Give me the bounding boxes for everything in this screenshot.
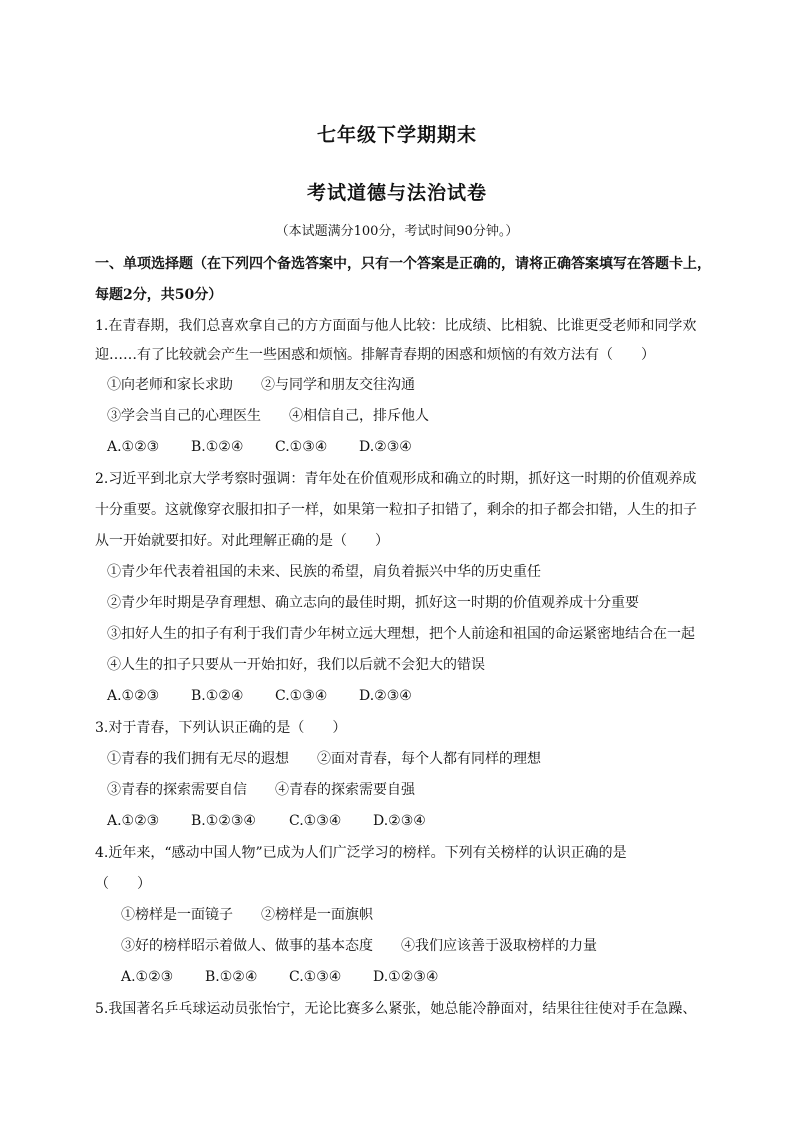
q4-stem-line2: （ ） — [95, 876, 151, 892]
q4-option-b: B.①②④ — [205, 969, 258, 985]
q1-stem-line1: 1.在青春期，我们总喜欢拿自己的方方面面与他人比较：比成绩、比相貌、比谁更受老师和同学欢 — [95, 318, 697, 334]
q2-stem-line1: 2.习近平到北京大学考察时强调：青年处在价值观形成和确立的时期，抓好这一时期的价值观养成 — [95, 471, 697, 487]
q4-option-a: A.①②③ — [121, 969, 174, 985]
section-heading-line2: 每题2分，共50分） — [95, 287, 223, 303]
q1-statement-2: ③学会当自己的心理医生 ④相信自己，排斥他人 — [107, 408, 429, 424]
q1-statement-1: ①向老师和家长求助 ②与同学和朋友交往沟通 — [107, 377, 415, 393]
exam-title-line2: 考试道德与法治试卷 — [306, 182, 487, 204]
q1-option-a: A.①②③ — [107, 439, 160, 455]
q3-option-a: A.①②③ — [107, 813, 160, 829]
exam-title-line1: 七年级下学期期末 — [316, 124, 477, 146]
q2-option-d: D.②③④ — [359, 688, 412, 704]
q2-options — [107, 686, 722, 706]
q3-option-d: D.②③④ — [373, 813, 426, 829]
q2-stem-line3: 从一开始就要扣好。对此理解正确的是（ ） — [95, 533, 389, 549]
q1-option-d: D.②③④ — [359, 439, 412, 455]
q4-statement-2: ③好的榜样昭示着做人、做事的基本态度 ④我们应该善于汲取榜样的力量 — [121, 938, 597, 954]
q5-stem-line1: 5.我国著名乒乓球运动员张怡宁，无论比赛多么紧张，她总能冷静面对，结果往往使对手在急躁、 — [95, 1001, 697, 1017]
q1-stem-line2: 迎……有了比较就会产生一些困惑和烦恼。排解青春期的困惑和烦恼的有效方法有（ ） — [95, 347, 655, 363]
q4-stem-line1: 4.近年来，“感动中国人物”已成为人们广泛学习的榜样。下列有关榜样的认识正确的是 — [95, 845, 627, 861]
q2-statement-2: ②青少年时期是孕育理想、确立志向的最佳时期，抓好这一时期的价值观养成十分重要 — [107, 595, 639, 611]
q4-options — [121, 967, 736, 987]
q2-option-c: C.①③④ — [275, 688, 328, 704]
q1-option-b: B.①②④ — [191, 439, 244, 455]
q2-option-a: A.①②③ — [107, 688, 160, 704]
q3-options — [107, 811, 722, 831]
q4-statement-1: ①榜样是一面镜子 ②榜样是一面旗帜 — [121, 907, 373, 923]
q4-option-c: C.①③④ — [289, 969, 342, 985]
q3-statement-2: ③青春的探索需要自信 ④青春的探索需要自强 — [107, 782, 415, 798]
q2-statement-1: ①青少年代表着祖国的未来、民族的希望，肩负着振兴中华的历史重任 — [107, 564, 541, 580]
section-heading-line1: 一、单项选择题（在下列四个备选答案中，只有一个答案是正确的，请将正确答案填写在答题卡上， — [95, 256, 711, 272]
exam-note: （本试题满分100分，考试时间90分钟。） — [275, 224, 519, 239]
q3-statement-1: ①青春的我们拥有无尽的遐想 ②面对青春，每个人都有同样的理想 — [107, 751, 541, 767]
q4-option-d: D.①②③④ — [373, 969, 439, 985]
q3-option-c: C.①③④ — [289, 813, 342, 829]
q2-statement-3: ③扣好人生的扣子有利于我们青少年树立远大理想，把个人前途和祖国的命运紧密地结合在一起 — [107, 626, 695, 642]
q1-options — [107, 437, 722, 457]
q2-option-b: B.①②④ — [191, 688, 244, 704]
q2-stem-line2: 十分重要。这就像穿衣服扣扣子一样，如果第一粒扣子扣错了，剩余的扣子都会扣错，人生的扣子 — [95, 502, 697, 518]
q2-statement-4: ④人生的扣子只要从一开始扣好，我们以后就不会犯大的错误 — [107, 657, 485, 673]
q3-option-b: B.①②③④ — [191, 813, 256, 829]
q1-option-c: C.①③④ — [275, 439, 328, 455]
q3-stem-line1: 3.对于青春，下列认识正确的是（ ） — [95, 720, 347, 736]
